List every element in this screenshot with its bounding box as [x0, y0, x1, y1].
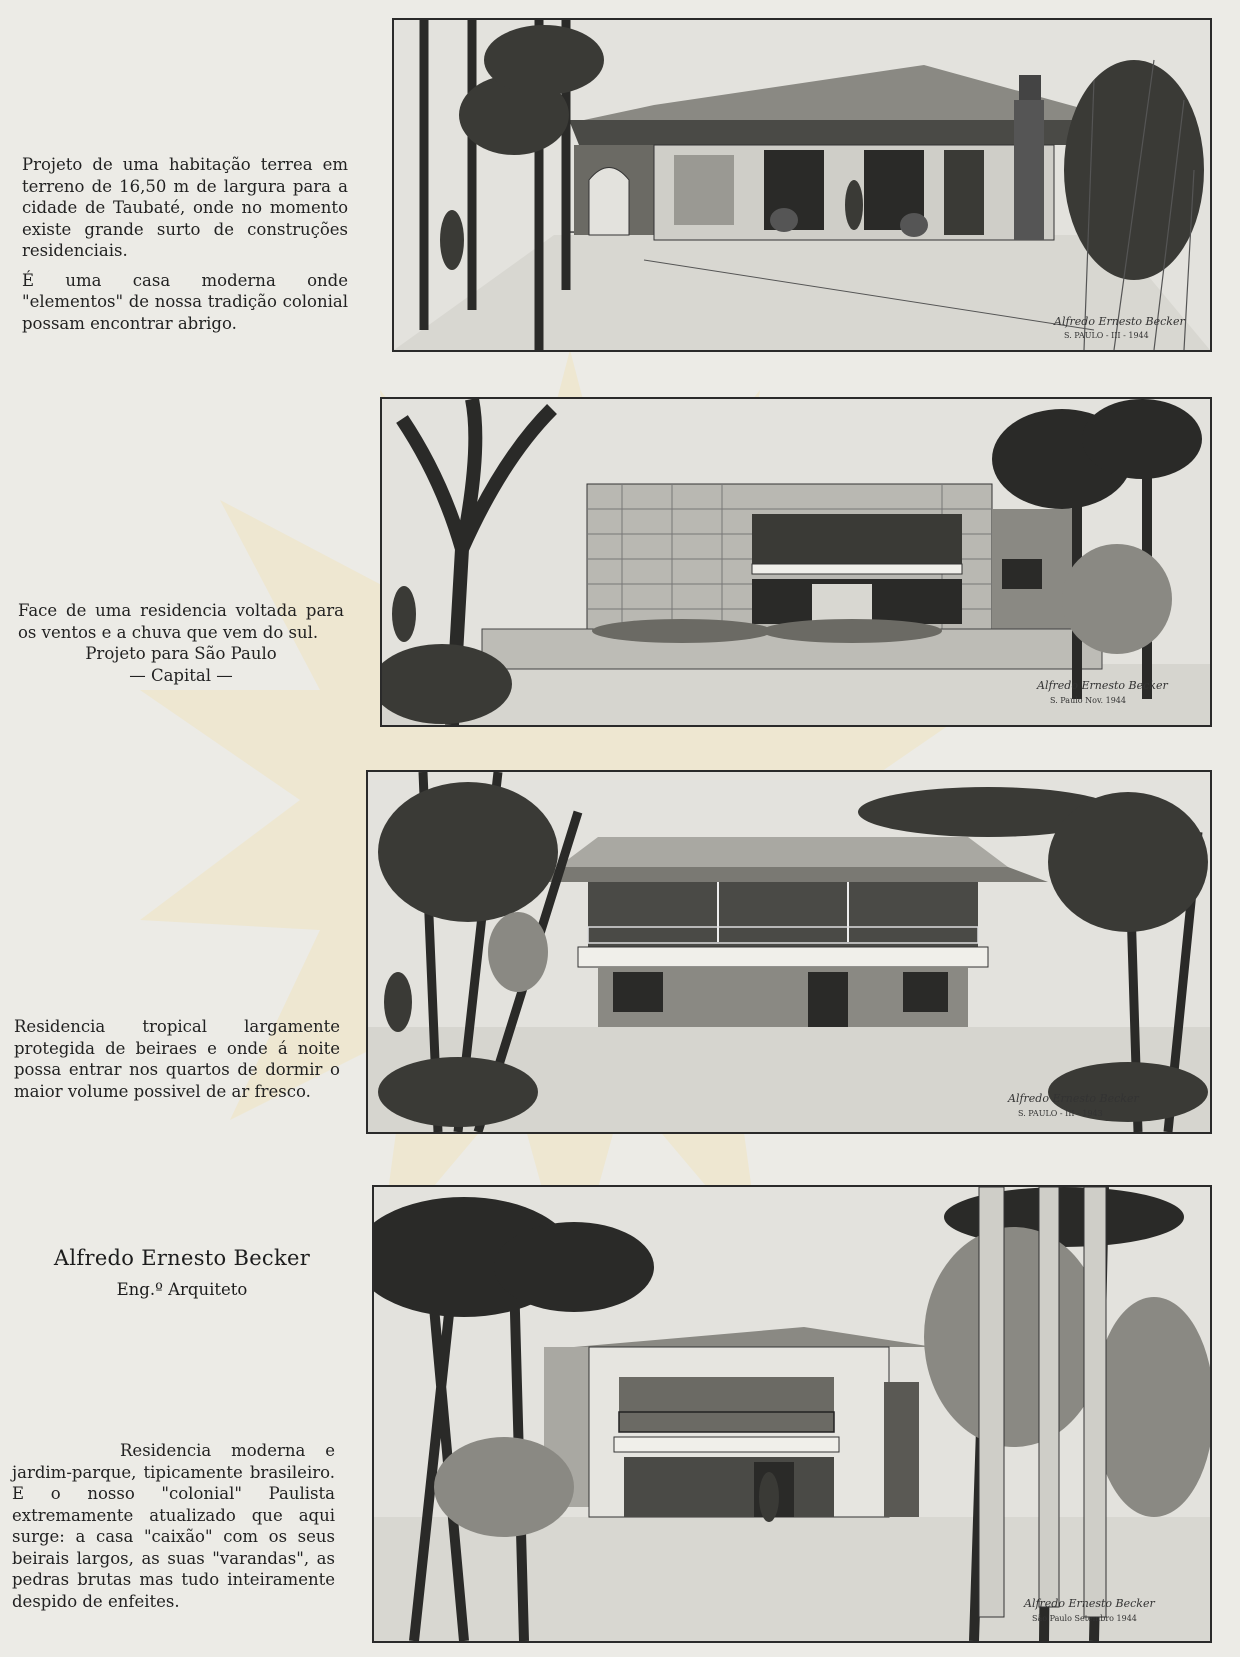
caption-2-text: Face de uma residencia voltada para os ventos e a chuva que vem do sul. [18, 601, 344, 642]
caption-4-text: Residencia moderna e jardim-parque, tipicamente brasileiro. E o nosso "colonial" Paulista extremamente atualizado que aqui surge: a casa "caixão" com os seus beirais largos, as suas "varandas", as pedras brutas mas tudo inteiramente despido de enfeites. [12, 1441, 335, 1611]
drawing-3-signature: Alfredo Ernesto Becker [1008, 1092, 1139, 1105]
drawing-1-single-storey-house [392, 18, 1212, 352]
caption-2-project: Projeto para São Paulo [85, 644, 277, 663]
caption-4 [12, 1440, 335, 1612]
author-role: Eng.º Arquiteto [116, 1280, 248, 1299]
drawing-1-date: S. PAULO - III - 1944 [1064, 331, 1149, 340]
author-block [22, 1246, 342, 1299]
caption-1-text-b: É uma casa moderna onde "elementos" de nossa tradição colonial possam encontrar abrigo. [22, 270, 348, 333]
drawing-2-signature: Alfredo Ernesto Becker [1037, 679, 1168, 692]
drawing-2-date: S. Paulo Nov. 1944 [1050, 696, 1126, 705]
caption-1-text-a: Projeto de uma habitação terrea em terreno de 16,50 m de largura para a cidade de Taubaté, onde no momento existe grande surto de construções residenciais. [22, 155, 348, 260]
caption-2 [18, 600, 344, 686]
author-name: Alfredo Ernesto Becker [53, 1246, 311, 1270]
caption-3 [14, 1016, 340, 1102]
caption-2-city: — Capital — [129, 665, 233, 685]
drawing-2-stone-residence [380, 397, 1212, 727]
caption-3-text: Residencia tropical largamente protegida de beiraes e onde á noite possa entrar nos quartos de dormir o maior volume possivel de ar fresco. [14, 1017, 340, 1101]
drawing-4-date: São Paulo Setembro 1944 [1032, 1614, 1137, 1623]
drawing-4-garden-residence [372, 1185, 1212, 1643]
caption-1 [22, 154, 348, 334]
drawing-4-signature: Alfredo Ernesto Becker [1024, 1597, 1155, 1610]
drawing-1-signature: Alfredo Ernesto Becker [1054, 315, 1185, 328]
drawing-3-tropical-residence [366, 770, 1212, 1134]
drawing-3-date: S. PAULO - III - 1943 [1018, 1109, 1103, 1118]
